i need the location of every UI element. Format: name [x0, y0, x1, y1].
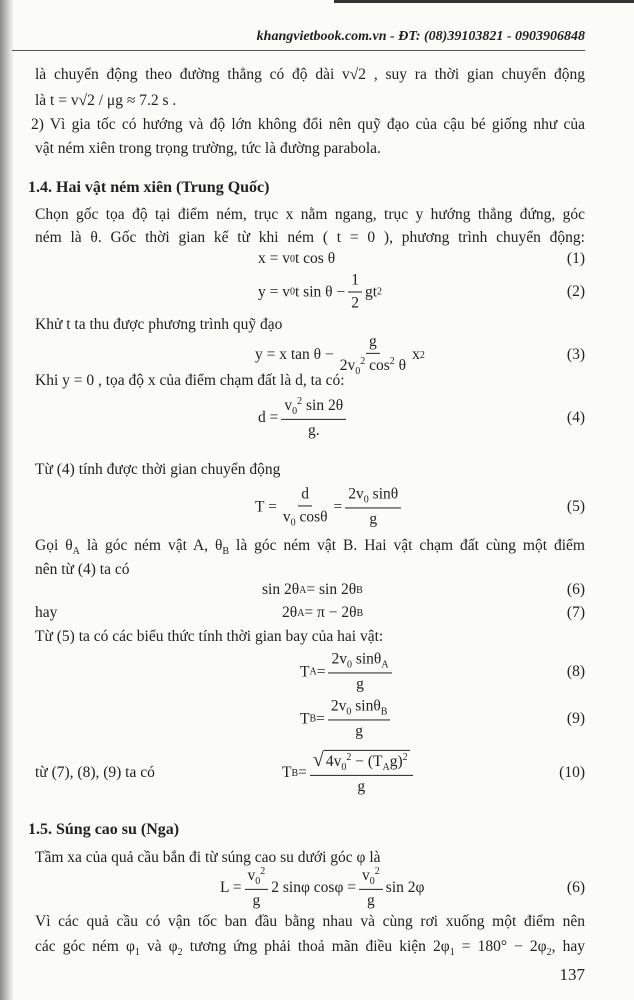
subscript: 2: [546, 947, 552, 959]
math-text: ném là θ. Gốc thời gian kể từ khi ném ( t = 0 ), phương trình chuyển động:: [35, 229, 585, 246]
math-text: 2) Vì gia tốc có hướng và độ lớn không đổi nên quỹ đạo của cậu bé giống như của: [31, 116, 585, 133]
denominator: [354, 776, 368, 796]
subscript: 0: [290, 517, 296, 529]
math-text: 2v: [348, 485, 364, 503]
denominator: [348, 293, 362, 313]
text-line: [35, 536, 585, 562]
fraction: [328, 650, 391, 693]
superscript: 2: [419, 349, 425, 361]
text-line: [35, 764, 155, 782]
math-text: =: [316, 710, 325, 727]
subscript: A: [299, 584, 307, 596]
subscript: 0: [255, 876, 261, 888]
equation-number: (3): [566, 346, 585, 363]
subscript: 0: [355, 366, 361, 378]
text-line: [35, 912, 585, 932]
math-text: x = v: [258, 250, 290, 267]
numerator: [328, 650, 391, 673]
math-text: sinθ: [351, 697, 381, 715]
math-text: Từ (5) ta có các biểu thức tính thời gian bay của hai vật:: [35, 628, 384, 645]
equation-number: (6): [566, 879, 585, 896]
numerator: [345, 485, 401, 508]
math-text: là góc ném vật B. Hai vật chạm đất cùng một điểm: [229, 537, 585, 554]
text-line: [35, 371, 585, 391]
equation-number: (1): [566, 250, 585, 267]
math-text: Khi y = 0 , tọa độ x của điểm chạm đất là d, ta có:: [35, 372, 345, 389]
math-text: là góc ném vật A, θ: [79, 537, 223, 554]
fraction: [310, 750, 413, 796]
superscript: 2: [297, 395, 303, 407]
fraction: [280, 485, 331, 528]
math-text: v: [282, 508, 291, 526]
equation-number: (4): [566, 409, 585, 426]
equation-2: [258, 272, 382, 313]
denominator: [364, 890, 378, 910]
subscript: 0: [346, 659, 352, 671]
subscript: A: [381, 659, 389, 671]
subscript: 0: [292, 406, 298, 418]
superscript: 2: [346, 751, 352, 763]
subscript: A: [382, 762, 390, 774]
text-hay: [35, 604, 57, 622]
text-line: [35, 460, 585, 480]
fraction: [348, 272, 362, 313]
math-text: là t = v√2 / μg ≈ 7.2 s .: [35, 92, 177, 109]
numerator: [281, 396, 346, 420]
text-line: [35, 65, 585, 85]
math-text: = π − 2θ: [304, 604, 357, 621]
math-text: 1.5. Súng cao su (Nga): [28, 821, 180, 838]
superscript: 2: [402, 751, 408, 763]
numerator: [310, 750, 413, 776]
math-text: sin 2θ: [262, 581, 300, 598]
math-text: Gọi θ: [35, 537, 73, 554]
subscript: A: [72, 546, 80, 558]
numerator: [359, 866, 383, 890]
denominator: [305, 420, 323, 440]
math-text: vật ném xiên trong trọng trường, tức là đường parabola.: [35, 140, 381, 157]
math-text: 2θ: [282, 604, 298, 621]
superscript: 2: [389, 355, 395, 367]
math-text: 2v: [339, 357, 356, 375]
equation-8: [300, 650, 395, 693]
math-text: t cos θ: [295, 250, 336, 267]
math-text: d: [301, 485, 310, 503]
math-text: 1.4. Hai vật ném xiên (Trung Quốc): [28, 179, 270, 196]
math-text: cos: [365, 357, 390, 375]
math-text: 2v: [330, 697, 347, 715]
math-text: T: [300, 663, 310, 680]
numerator: [348, 272, 362, 293]
math-text: v: [247, 867, 256, 885]
math-text: 2: [351, 294, 359, 312]
math-text: T: [282, 764, 292, 781]
denominator: [353, 674, 367, 694]
subscript: 0: [290, 253, 295, 265]
equation-number: (10): [559, 764, 585, 781]
math-text: 4v: [325, 753, 342, 771]
math-text: θ: [394, 357, 407, 375]
math-text: T =: [255, 498, 277, 515]
square-root: [313, 750, 410, 773]
math-text: = sin 2θ: [306, 581, 357, 598]
math-text: g: [252, 892, 261, 910]
math-text: g.: [307, 422, 320, 440]
text-line: [35, 91, 585, 111]
math-text: hay: [35, 604, 58, 621]
math-text: =: [298, 764, 307, 781]
math-text: − (T: [351, 753, 383, 771]
math-text: v: [362, 867, 370, 885]
math-text: các góc ném φ: [35, 938, 135, 955]
math-text: 1: [351, 271, 359, 289]
equation-1: [258, 250, 335, 268]
numerator: [245, 866, 269, 890]
subscript: 0: [290, 286, 295, 298]
subscript: 0: [369, 876, 375, 888]
math-text: g): [389, 753, 403, 771]
equation-10: [282, 750, 416, 796]
page-number: 137: [559, 965, 585, 984]
denominator: [250, 890, 264, 910]
math-text: L =: [220, 879, 242, 896]
math-text: y = v: [258, 283, 290, 300]
math-text: Chọn gốc tọa độ tại điểm ném, trục x nằm ngang, trục y hướng thẳng đứng, góc: [35, 206, 585, 223]
fraction: [281, 396, 346, 440]
radicand: [324, 750, 410, 773]
subscript: A: [309, 666, 317, 678]
math-text: cosθ: [295, 508, 328, 526]
denominator: [352, 721, 366, 741]
equation-number: (2): [566, 283, 585, 300]
equation-number: (5): [566, 498, 585, 515]
math-text: g: [369, 332, 377, 350]
numerator: [298, 485, 312, 506]
fraction: [345, 485, 401, 528]
text-line: [35, 937, 585, 963]
superscript: 2: [260, 865, 266, 877]
math-text: sin 2θ: [302, 397, 344, 415]
equation-9: [300, 697, 393, 740]
math-text: gt: [364, 283, 377, 300]
text-line: [35, 205, 585, 225]
math-text: , hay: [551, 938, 585, 955]
subscript: 2: [177, 947, 183, 959]
math-text: g: [357, 778, 366, 796]
text-line: [35, 627, 585, 647]
subscript: B: [356, 607, 364, 619]
equation-number: (6): [566, 581, 585, 598]
equation-number: (7): [566, 604, 585, 621]
superscript: 2: [377, 286, 382, 298]
superscript: 2: [374, 865, 380, 877]
math-text: sinθ: [351, 650, 382, 668]
math-text: 2 sinφ cosφ =: [271, 879, 357, 896]
subscript: B: [356, 584, 363, 596]
math-text: d =: [258, 409, 279, 426]
fraction: [359, 866, 383, 910]
subscript: 1: [134, 947, 140, 959]
equation-11: [220, 866, 424, 910]
equation-7: [282, 604, 363, 622]
subscript: 0: [341, 762, 347, 774]
math-text: g: [355, 722, 364, 740]
math-text: = 180° − 2φ: [454, 938, 547, 955]
header-rule: [12, 50, 585, 51]
denominator: [280, 506, 331, 528]
fraction: [245, 866, 269, 910]
math-text: T: [300, 710, 310, 727]
math-text: t sin θ −: [295, 283, 346, 300]
text-line: [35, 139, 585, 159]
math-text: sin 2φ: [385, 879, 425, 896]
math-text: g: [356, 675, 364, 693]
equation-6: [262, 581, 363, 599]
math-text: Khử t ta thu được phương trình quỹ đạo: [35, 316, 283, 333]
section-heading: [28, 820, 578, 840]
scan-edge: [334, 0, 634, 3]
subscript: B: [380, 706, 388, 718]
running-header: khangvietbook.com.vn - ĐT: (08)39103821 - 0903906848: [256, 29, 585, 44]
section-heading: [28, 178, 578, 198]
text-line: [35, 560, 585, 580]
math-text: =: [316, 663, 326, 680]
equation-number: (8): [566, 663, 585, 680]
math-text: là chuyển động theo đường thẳng có độ dài v√2 , suy ra thời gian chuyển động: [35, 66, 585, 83]
numerator: [328, 697, 391, 720]
math-text: g: [367, 892, 375, 910]
subscript: 0: [346, 706, 352, 718]
math-text: Tầm xa của quả cầu bắn đi từ súng cao su dưới góc φ là: [35, 849, 381, 866]
denominator: [366, 509, 380, 529]
math-text: từ (7), (8), (9) ta có: [35, 764, 155, 781]
subscript: 1: [449, 947, 455, 959]
math-text: tương ứng phải thoả mãn điều kiện 2φ: [182, 938, 450, 955]
page-binding-shadow: [0, 0, 14, 1000]
radical-sign: √: [312, 748, 324, 771]
fraction: [328, 697, 391, 740]
math-text: =: [333, 498, 343, 515]
subscript: B: [291, 767, 299, 779]
superscript: 2: [360, 355, 366, 367]
numerator: [366, 333, 380, 354]
equation-4: [258, 396, 349, 440]
text-line: [35, 228, 585, 248]
math-text: Vì các quả cầu có vận tốc ban đầu bằng nhau và cùng rơi xuống một điểm nên: [35, 913, 585, 930]
subscript: B: [222, 546, 230, 558]
math-text: nên từ (4) ta có: [35, 561, 130, 578]
equation-number: (9): [566, 710, 585, 727]
subscript: A: [297, 607, 305, 619]
math-text: Từ (4) tính được thời gian chuyển động: [35, 461, 281, 478]
subscript: B: [309, 713, 317, 725]
math-text: x: [412, 346, 420, 363]
math-text: g: [369, 510, 378, 528]
math-text: sinθ: [368, 485, 399, 503]
math-text: v: [284, 397, 293, 415]
subscript: 0: [363, 494, 369, 506]
math-text: y = x tan θ −: [255, 346, 334, 363]
text-line: [31, 115, 585, 135]
equation-5: [255, 485, 404, 528]
math-text: và φ: [139, 938, 178, 955]
math-text: 2v: [331, 650, 347, 668]
